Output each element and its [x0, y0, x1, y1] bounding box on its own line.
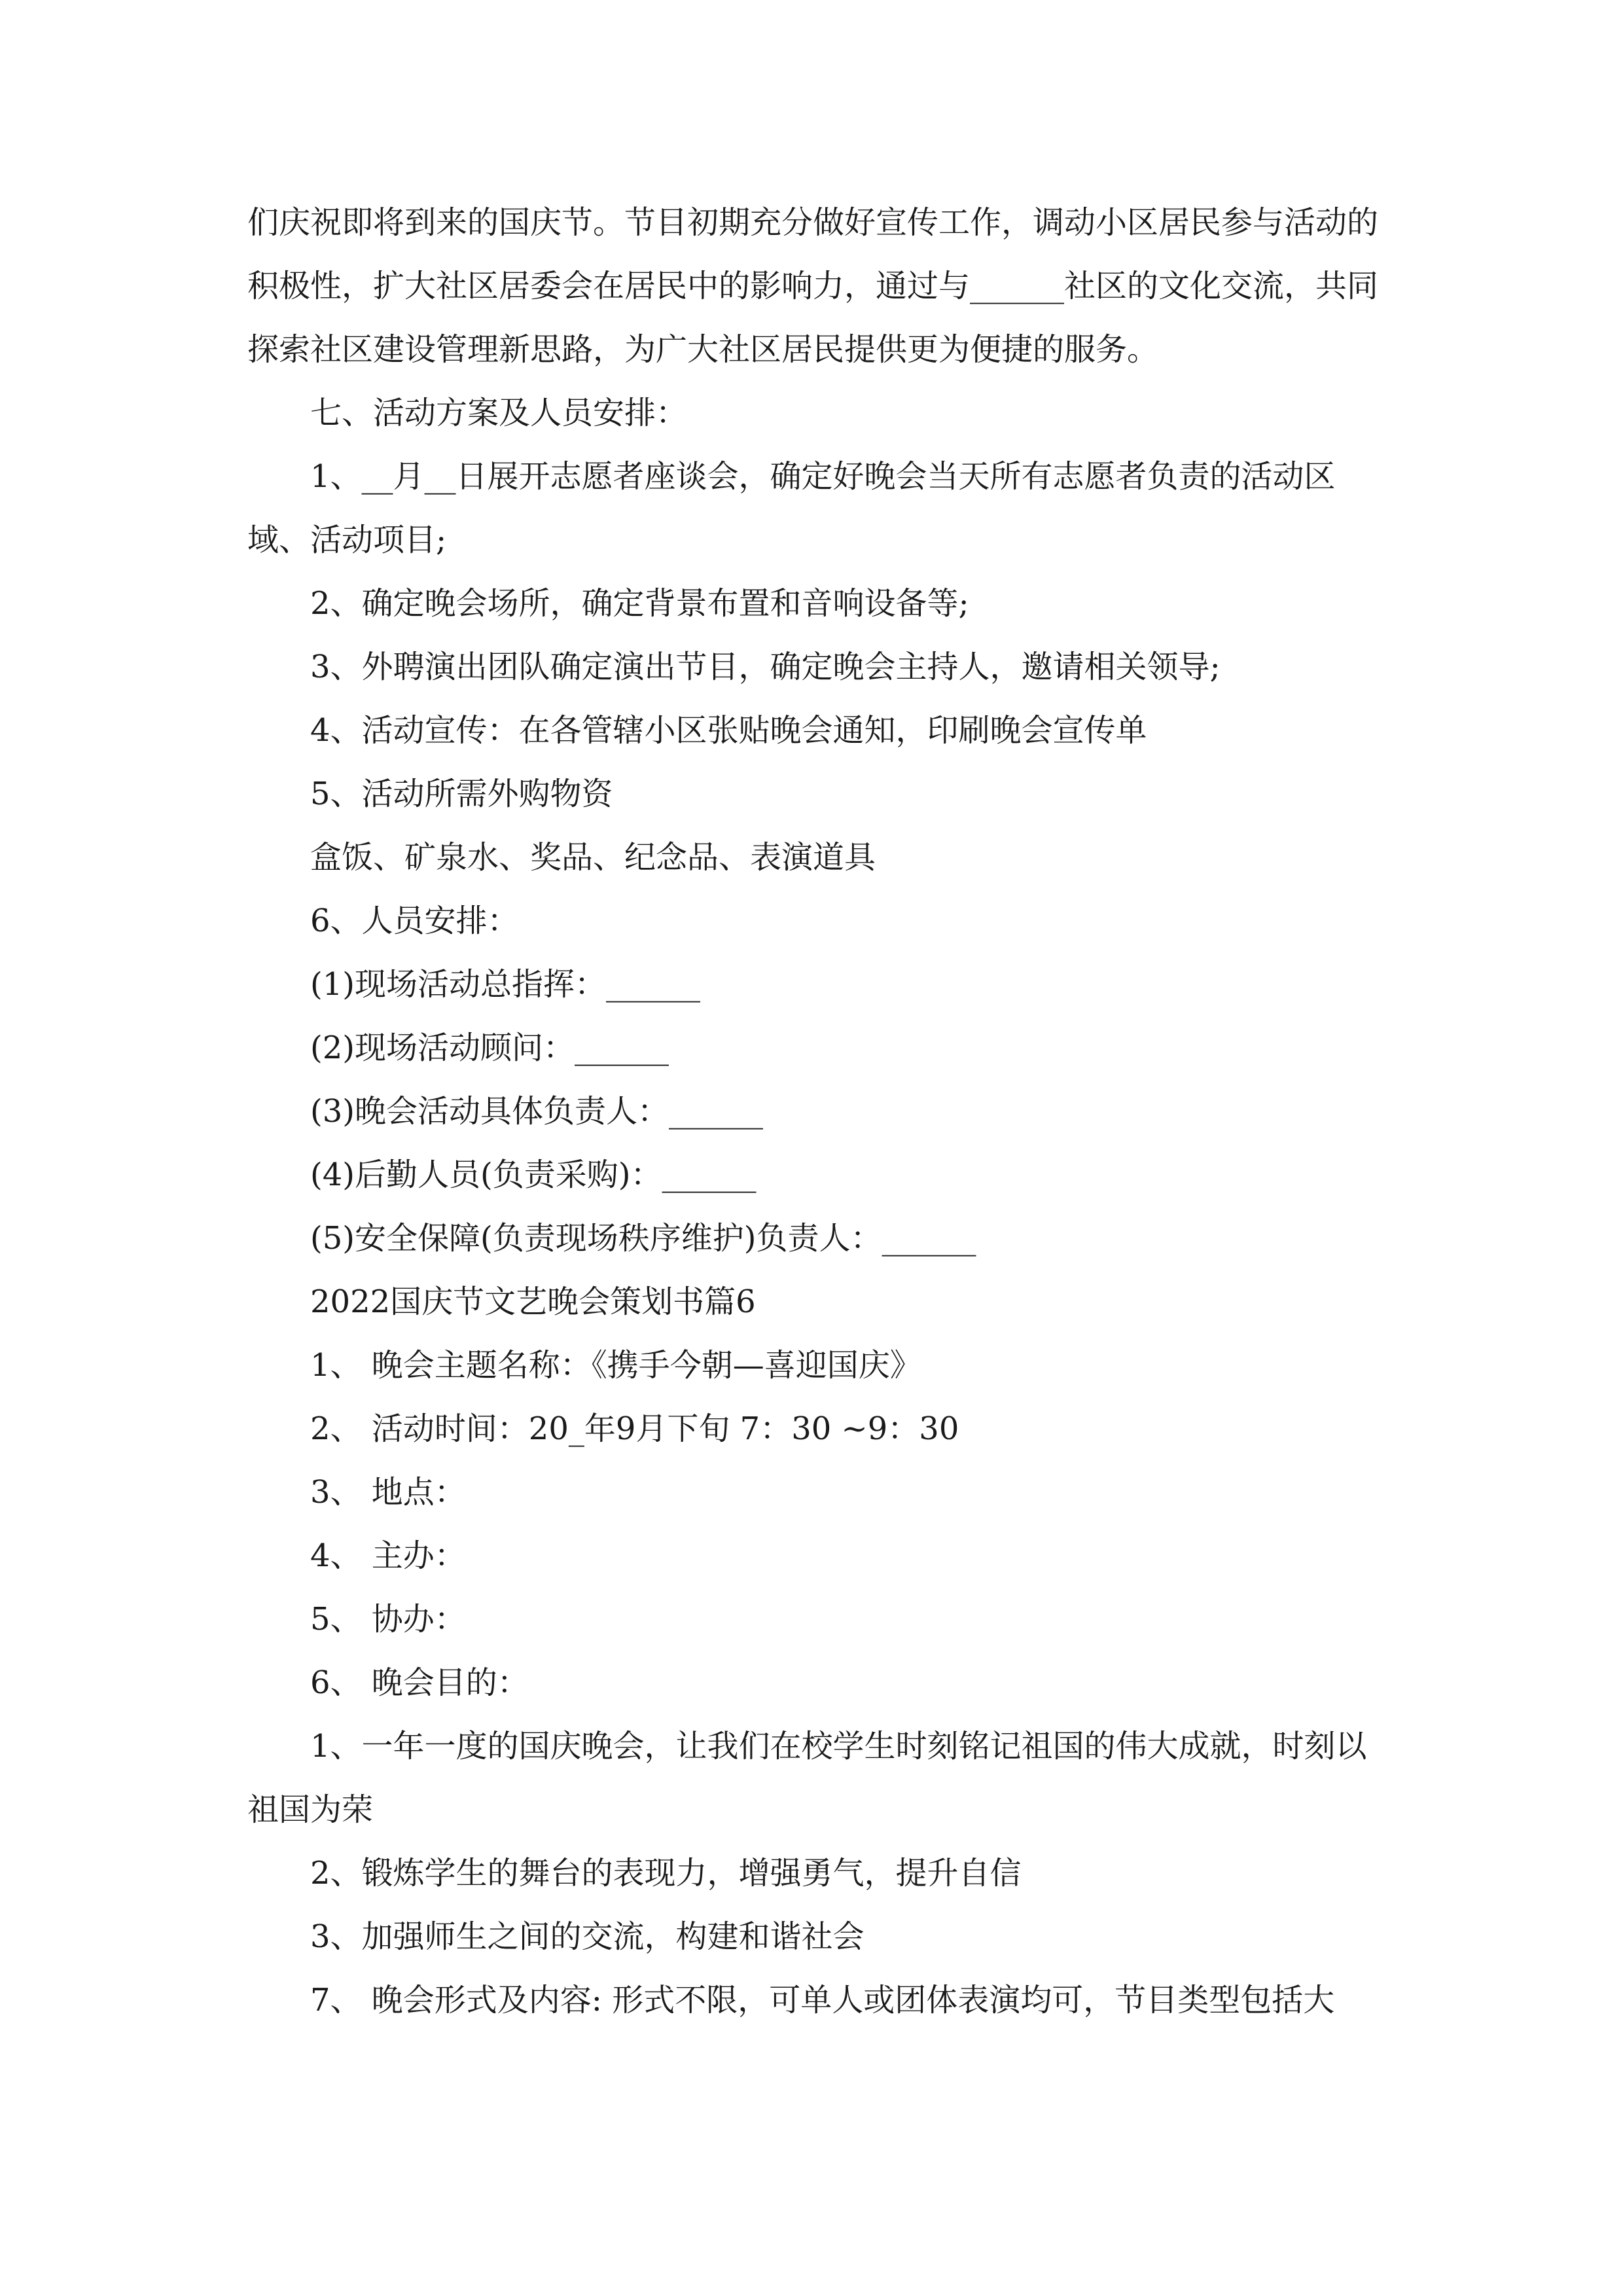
list-item: (5)安全保障(负责现场秩序维护)负责人：______: [310, 1220, 976, 1257]
list-item: (3)晚会活动具体负责人：______: [310, 1093, 763, 1130]
list-item: 2、锻炼学生的舞台的表现力，增强勇气，提升自信: [310, 1855, 1022, 1892]
list-item: 6、 晚会目的：: [310, 1664, 529, 1701]
list-item: 2、确定晚会场所，确定背景布置和音响设备等;: [310, 585, 969, 622]
paragraph: 盒饭、矿泉水、奖品、纪念品、表演道具: [310, 839, 876, 876]
list-item: 5、 协办：: [310, 1601, 466, 1638]
list-item: (4)后勤人员(负责采购)：______: [310, 1157, 757, 1193]
list-item: 1、一年一度的国庆晚会，让我们在校学生时刻铭记祖国的伟大成就，时刻以祖国为荣: [247, 1728, 1367, 1828]
section-title: 2022国庆节文艺晚会策划书篇6: [310, 1283, 756, 1320]
paragraph: 们庆祝即将到来的国庆节。节目初期充分做好宣传工作，调动小区居民参与活动的积极性，扩大社区居委会在居民中的影响力，通过与______社区的文化交流，共同探索社区建设管理新思路，为广大社区居民提供更为便捷的服务。: [247, 204, 1379, 368]
list-item: 3、外聘演出团队确定演出节目，确定晚会主持人，邀请相关领导;: [310, 649, 1221, 685]
list-item: 3、加强师生之间的交流，构建和谐社会: [310, 1918, 865, 1955]
list-item: 1、__月__日展开志愿者座谈会，确定好晚会当天所有志愿者负责的活动区域、活动项目;: [247, 458, 1336, 558]
list-item: (1)现场活动总指挥：______: [310, 966, 700, 1003]
list-item: 2、 活动时间：20_年9月下旬 7：30 ~9：30: [310, 1410, 959, 1447]
list-item: 6、人员安排：: [310, 903, 519, 939]
section-heading: 七、活动方案及人员安排：: [310, 395, 688, 431]
list-item: 3、 地点：: [310, 1474, 466, 1511]
list-item: (2)现场活动顾问：______: [310, 1030, 669, 1066]
list-item: 7、 晚会形式及内容: 形式不限，可单人或团体表演均可，节目类型包括大: [310, 1982, 1335, 2018]
list-item: 1、 晚会主题名称：《携手今朝—喜迎国庆》: [310, 1347, 921, 1384]
list-item: 4、 主办：: [310, 1537, 466, 1574]
list-item: 4、活动宣传：在各管辖小区张贴晚会通知，印刷晚会宣传单: [310, 712, 1147, 749]
document-body: [247, 191, 1386, 2032]
list-item: 5、活动所需外购物资: [310, 776, 613, 812]
